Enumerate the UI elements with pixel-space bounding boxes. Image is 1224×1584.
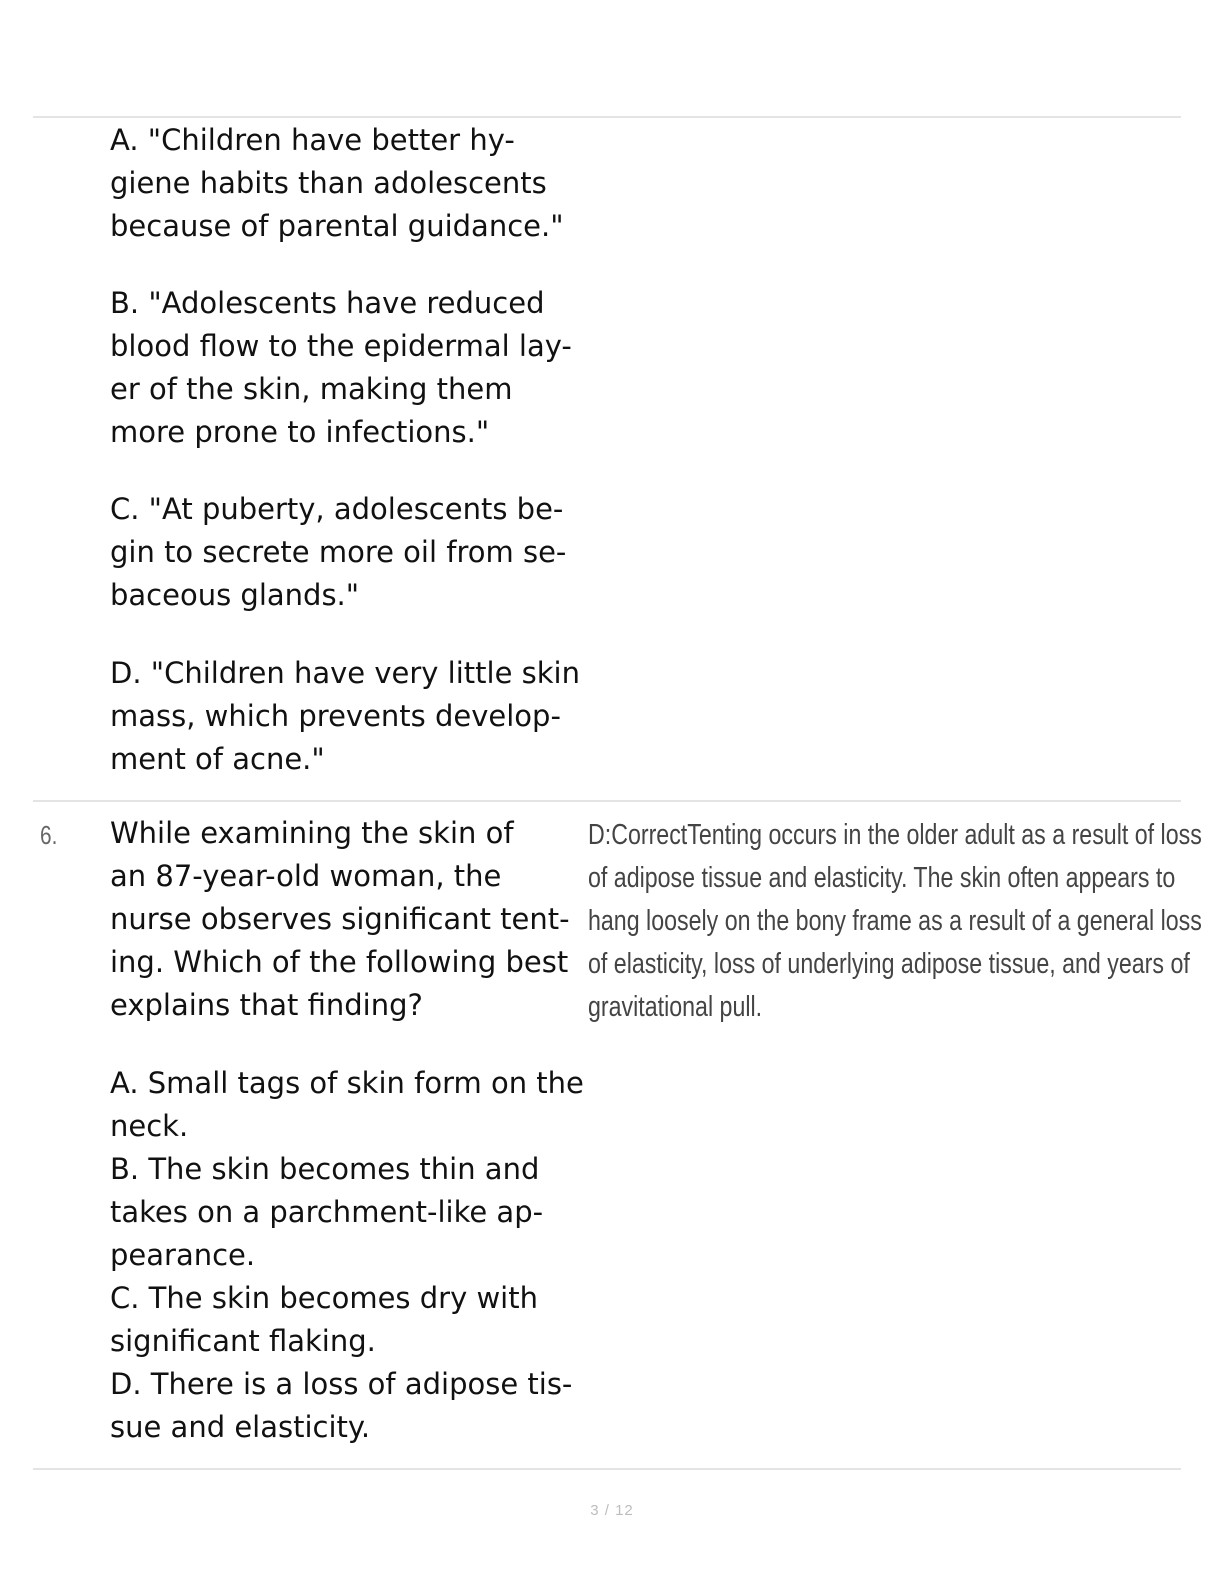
option-line: neck. bbox=[110, 1109, 189, 1143]
option-line: baceous glands." bbox=[110, 578, 360, 612]
prev-option-c bbox=[110, 488, 590, 617]
page-indicator: 3 / 12 bbox=[590, 1502, 634, 1519]
option-line: D. "Children have very little skin bbox=[110, 656, 580, 690]
answer-line: hang loosely on the bony frame as a result of a general loss bbox=[588, 905, 1202, 937]
option-line: B. The skin becomes thin and bbox=[110, 1152, 540, 1186]
top-divider bbox=[33, 116, 1181, 118]
option-line: C. "At puberty, adolescents be- bbox=[110, 492, 564, 526]
question-stem bbox=[110, 812, 590, 1027]
option-line: giene habits than adolescents bbox=[110, 166, 547, 200]
stem-line: explains that finding? bbox=[110, 988, 423, 1022]
stem-line: nurse observes significant tent- bbox=[110, 902, 570, 936]
option-line: D. There is a loss of adipose tis- bbox=[110, 1367, 573, 1401]
option-line: significant flaking. bbox=[110, 1324, 376, 1358]
stem-line: ing. Which of the following best bbox=[110, 945, 569, 979]
option-line: A. Small tags of skin form on the bbox=[110, 1066, 584, 1100]
question-divider bbox=[33, 800, 1181, 802]
answer-line: D:CorrectTenting occurs in the older adult as a result of loss bbox=[588, 819, 1202, 851]
bottom-divider bbox=[33, 1468, 1181, 1470]
prev-option-d bbox=[110, 652, 590, 781]
option-line: C. The skin becomes dry with bbox=[110, 1281, 538, 1315]
stem-line: an 87-year-old woman, the bbox=[110, 859, 502, 893]
option-line: B. "Adolescents have reduced bbox=[110, 286, 545, 320]
answer-line: of adipose tissue and elasticity. The skin often appears to bbox=[588, 862, 1176, 894]
option-line: mass, which prevents develop- bbox=[110, 699, 561, 733]
stem-line: While examining the skin of bbox=[110, 816, 514, 850]
prev-option-b bbox=[110, 282, 590, 454]
prev-option-a bbox=[110, 119, 590, 248]
answer-line: gravitational pull. bbox=[588, 991, 763, 1023]
option-line: blood flow to the epidermal lay- bbox=[110, 329, 572, 363]
option-line: er of the skin, making them bbox=[110, 372, 513, 406]
option-line: A. "Children have better hy- bbox=[110, 123, 515, 157]
option-line: more prone to infections." bbox=[110, 415, 490, 449]
option-line: gin to secrete more oil from se- bbox=[110, 535, 567, 569]
option-line: sue and elasticity. bbox=[110, 1410, 371, 1444]
option-line: takes on a parchment-like ap- bbox=[110, 1195, 544, 1229]
question-number: 6. bbox=[40, 820, 58, 850]
answer-line: of elasticity, loss of underlying adipose tissue, and years of bbox=[588, 948, 1190, 980]
question-options bbox=[110, 1062, 590, 1449]
option-line: pearance. bbox=[110, 1238, 256, 1272]
answer-rationale bbox=[588, 814, 1202, 1029]
option-line: because of parental guidance." bbox=[110, 209, 564, 243]
option-line: ment of acne." bbox=[110, 742, 325, 776]
